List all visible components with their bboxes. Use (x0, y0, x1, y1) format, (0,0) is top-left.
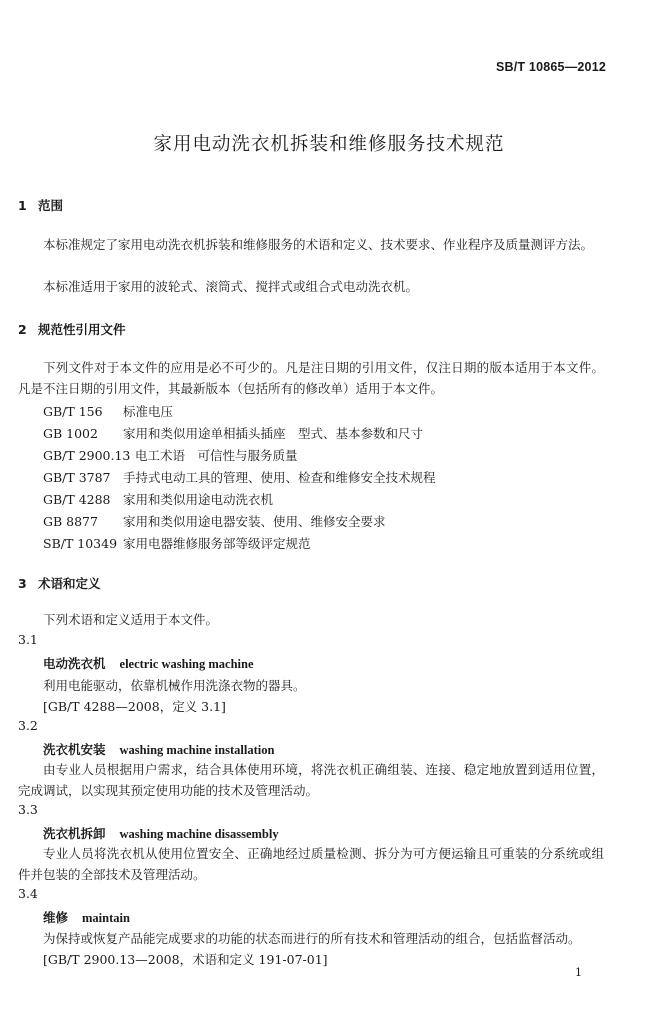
section-title: 术语和定义 (38, 576, 101, 591)
reference-name: 家用电器维修服务部等级评定规范 (123, 536, 311, 551)
section-number: 3 (18, 576, 27, 591)
reference-code: GB 1002 (43, 426, 98, 441)
document-title: 家用电动洗衣机拆装和维修服务技术规范 (153, 134, 505, 155)
scope-paragraph-1: 本标准规定了家用电动洗衣机拆装和维修服务的术语和定义、技术要求、作业程序及质量测评方法。 (43, 237, 594, 252)
reference-code: GB/T 3787 (43, 470, 111, 485)
reference-code: GB 8877 (43, 514, 98, 529)
term-number: 3.1 (18, 632, 38, 647)
reference-code: GB/T 2900.13 (43, 448, 131, 463)
term-heading (43, 824, 279, 842)
term-heading (43, 740, 274, 758)
section-3-heading (18, 574, 101, 592)
section-title: 规范性引用文件 (38, 322, 126, 337)
reference-code: GB/T 4288 (43, 492, 111, 507)
reference-item (43, 534, 311, 552)
reference-name: 家用和类似用途单相插头插座 型式、基本参数和尺寸 (123, 426, 424, 441)
term-number: 3.2 (18, 718, 38, 733)
term-english: washing machine disassembly (119, 827, 279, 841)
reference-name: 家用和类似用途电动洗衣机 (123, 492, 274, 507)
term-heading (43, 654, 254, 672)
term-chinese: 维修 (43, 910, 69, 925)
term-english: electric washing machine (119, 657, 254, 671)
term-chinese: 电动洗衣机 (43, 656, 106, 671)
section-1-heading (18, 196, 63, 214)
term-english: maintain (82, 911, 130, 925)
reference-item (43, 446, 298, 464)
term-number: 3.4 (18, 886, 38, 901)
term-chinese: 洗衣机拆卸 (43, 826, 106, 841)
term-number: 3.3 (18, 802, 38, 817)
reference-code: GB/T 156 (43, 404, 103, 419)
reference-item (43, 468, 436, 486)
section-title: 范围 (38, 198, 64, 213)
term-definition: 由专业人员根据用户需求，结合具体使用环境，将洗衣机正确组装、连接、稳定地放置到适用位置，完成调试，以实现其预定使用功能的技术及管理活动。 (18, 762, 604, 798)
standard-code: SB/T 10865—2012 (495, 60, 606, 74)
reference-item (43, 402, 173, 420)
terms-intro: 下列术语和定义适用于本文件。 (43, 612, 219, 627)
reference-name: 家用和类似用途电器安装、使用、维修安全要求 (123, 514, 386, 529)
reference-item (43, 490, 273, 508)
term-definition: 专业人员将洗衣机从使用位置安全、正确地经过质量检测、拆分为可方便运输且可重装的分系统或组件并包装的全部技术及管理活动。 (18, 846, 604, 882)
scope-paragraph-2: 本标准适用于家用的波轮式、滚筒式、搅拌式或组合式电动洗衣机。 (43, 279, 419, 294)
reference-code: SB/T 10349 (43, 536, 118, 551)
term-definition: 为保持或恢复产品能完成要求的功能的状态而进行的所有技术和管理活动的组合，包括监督活动。 (43, 931, 581, 946)
term-source: [GB/T 4288—2008，定义 3.1] (43, 699, 226, 714)
reference-name: 标准电压 (123, 404, 174, 419)
term-source: [GB/T 2900.13—2008，术语和定义 191-07-01] (43, 952, 328, 967)
term-english: washing machine installation (119, 743, 275, 757)
reference-name: 电工术语 可信性与服务质量 (135, 448, 298, 463)
term-chinese: 洗衣机安装 (43, 742, 106, 757)
section-number: 2 (18, 322, 27, 337)
section-number: 1 (18, 198, 27, 213)
reference-item (43, 424, 423, 442)
page-number: 1 (575, 966, 582, 979)
reference-item (43, 512, 386, 530)
reference-name: 手持式电动工具的管理、使用、检查和维修安全技术规程 (123, 470, 436, 485)
term-definition: 利用电能驱动，依靠机械作用洗涤衣物的器具。 (43, 678, 306, 693)
section-2-heading (18, 320, 126, 338)
term-heading (43, 908, 130, 926)
references-intro: 下列文件对于本文件的应用是必不可少的。凡是注日期的引用文件，仅注日期的版本适用于本文件。凡是不注日期的引用文件，其最新版本（包括所有的修改单）适用于本文件。 (18, 360, 604, 396)
